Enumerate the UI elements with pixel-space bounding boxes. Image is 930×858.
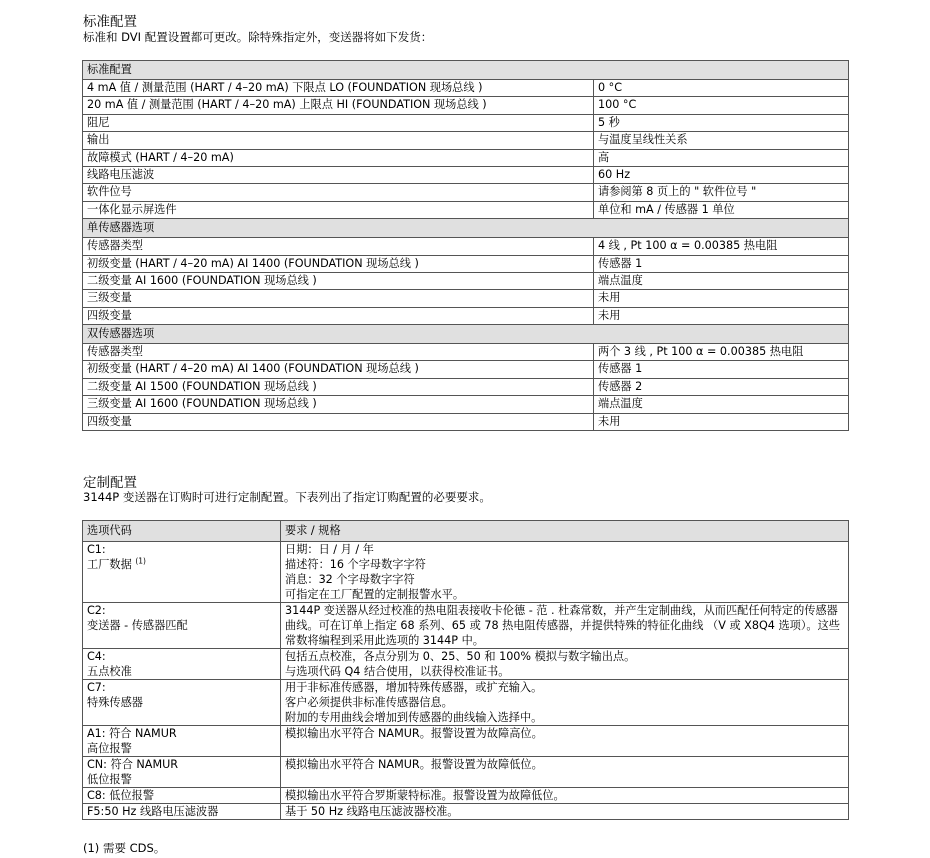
header-option-code: 选项代码 bbox=[83, 521, 281, 542]
standard-intro: 标准和 DVI 配置设置都可更改。除特殊指定外，变送器将如下发货： bbox=[83, 30, 433, 44]
option-code: C8: 低位报警 bbox=[87, 789, 155, 802]
section-header-row bbox=[83, 219, 849, 238]
table-row bbox=[83, 272, 849, 289]
footnote: (1) 需要 CDS。 bbox=[83, 841, 166, 855]
table-row bbox=[83, 757, 849, 788]
option-code: C1: bbox=[87, 543, 106, 556]
parameter-cell: 初级变量 (HART / 4–20 mA) AI 1400 (FOUNDATION 现场总线 ) bbox=[83, 361, 594, 378]
parameter-cell: 软件位号 bbox=[83, 184, 594, 201]
requirement-line: 包括五点校准，各点分别为 0、25、50 和 100% 模拟与数字输出点。 bbox=[285, 650, 636, 663]
parameter-cell: 20 mA 值 / 测量范围 (HART / 4–20 mA) 上限点 HI (FOUNDATION 现场总线 ) bbox=[83, 97, 594, 114]
option-code: C4: bbox=[87, 650, 106, 663]
option-name bbox=[87, 695, 280, 710]
requirement-line: 附加的专用曲线会增加到传感器的曲线输入选择中。 bbox=[285, 711, 543, 724]
table-row bbox=[83, 132, 849, 149]
parameter-cell: 二级变量 AI 1500 (FOUNDATION 现场总线 ) bbox=[83, 378, 594, 395]
value-cell: 单位和 mA / 传感器 1 单位 bbox=[594, 201, 849, 218]
requirement-cell bbox=[281, 804, 849, 820]
table-row bbox=[83, 396, 849, 413]
value-cell: 100 °C bbox=[594, 97, 849, 114]
value-cell: 传感器 1 bbox=[594, 361, 849, 378]
section-header-row bbox=[83, 61, 849, 80]
option-name-text: 高位报警 bbox=[87, 742, 132, 755]
table-row bbox=[83, 680, 849, 726]
parameter-cell: 故障模式 (HART / 4–20 mA) bbox=[83, 149, 594, 166]
option-code: C2: bbox=[87, 604, 106, 617]
table-row bbox=[83, 378, 849, 395]
option-name bbox=[87, 741, 280, 756]
requirement-cell bbox=[281, 680, 849, 726]
table-row bbox=[83, 307, 849, 324]
value-cell: 端点温度 bbox=[594, 396, 849, 413]
option-name-text: 五点校准 bbox=[87, 665, 132, 678]
requirement-line: 3144P 变送器从经过校准的热电阻表接收卡伦德 - 范 . 杜森常数，并产生定制曲线，从而匹配任何特定的传感器曲线。可在订单上指定 68 系列、65 或 78 热电阻传感器，并提供特殊的特征化曲线 （V 或 X8Q4 选项）。这些常数将编程到采用此选项的 3144P 中。 bbox=[285, 604, 840, 647]
option-name bbox=[87, 664, 280, 679]
value-cell: 两个 3 线 , Pt 100 α = 0.00385 热电阻 bbox=[594, 344, 849, 361]
requirement-line: 用于非标准传感器，增加特殊传感器，或扩充输入。 bbox=[285, 681, 543, 694]
value-cell: 请参阅第 8 页上的 " 软件位号 " bbox=[594, 184, 849, 201]
option-code: C7: bbox=[87, 681, 106, 694]
table-row bbox=[83, 238, 849, 255]
parameter-cell: 一体化显示屏选件 bbox=[83, 201, 594, 218]
option-name bbox=[87, 557, 280, 572]
parameter-cell: 输出 bbox=[83, 132, 594, 149]
requirement-cell bbox=[281, 788, 849, 804]
requirement-line: 描述符：16 个字母数字字符 bbox=[285, 558, 426, 571]
parameter-cell: 初级变量 (HART / 4–20 mA) AI 1400 (FOUNDATION 现场总线 ) bbox=[83, 255, 594, 272]
option-code-cell bbox=[83, 680, 281, 726]
table-row bbox=[83, 344, 849, 361]
value-cell: 未用 bbox=[594, 413, 849, 430]
table-row bbox=[83, 788, 849, 804]
value-cell: 未用 bbox=[594, 290, 849, 307]
option-code-cell bbox=[83, 542, 281, 603]
parameter-cell: 三级变量 bbox=[83, 290, 594, 307]
value-cell: 传感器 2 bbox=[594, 378, 849, 395]
table-row bbox=[83, 542, 849, 603]
section-title: 单传感器选项 bbox=[83, 219, 849, 238]
requirement-cell bbox=[281, 542, 849, 603]
requirement-line: 日期：日 / 月 / 年 bbox=[285, 543, 374, 556]
requirement-cell bbox=[281, 649, 849, 680]
parameter-cell: 阻尼 bbox=[83, 114, 594, 131]
requirement-line: 消息：32 个字母数字字符 bbox=[285, 573, 415, 586]
requirement-line: 模拟输出水平符合罗斯蒙特标准。报警设置为故障低位。 bbox=[285, 789, 565, 802]
value-cell: 5 秒 bbox=[594, 114, 849, 131]
table-row bbox=[83, 603, 849, 649]
value-cell: 0 °C bbox=[594, 80, 849, 97]
parameter-cell: 4 mA 值 / 测量范围 (HART / 4–20 mA) 下限点 LO (FOUNDATION 现场总线 ) bbox=[83, 80, 594, 97]
table-row bbox=[83, 649, 849, 680]
option-name bbox=[87, 772, 280, 787]
table-row bbox=[83, 114, 849, 131]
requirement-cell bbox=[281, 757, 849, 788]
requirement-line: 客户必须提供非标准传感器信息。 bbox=[285, 696, 453, 709]
value-cell: 高 bbox=[594, 149, 849, 166]
table-row bbox=[83, 726, 849, 757]
option-name-text: 变送器 - 传感器匹配 bbox=[87, 619, 188, 632]
table-row bbox=[83, 166, 849, 183]
option-code-cell bbox=[83, 757, 281, 788]
value-cell: 4 线 , Pt 100 α = 0.00385 热电阻 bbox=[594, 238, 849, 255]
table-row bbox=[83, 413, 849, 430]
table-row bbox=[83, 80, 849, 97]
value-cell: 60 Hz bbox=[594, 166, 849, 183]
option-code-cell bbox=[83, 804, 281, 820]
section-title: 标准配置 bbox=[83, 61, 849, 80]
table-row bbox=[83, 255, 849, 272]
requirement-cell bbox=[281, 603, 849, 649]
option-name-text: 低位报警 bbox=[87, 773, 132, 786]
parameter-cell: 传感器类型 bbox=[83, 344, 594, 361]
requirement-line: 与选项代码 Q4 结合使用，以获得校准证书。 bbox=[285, 665, 510, 678]
option-code: A1: 符合 NAMUR bbox=[87, 727, 177, 740]
table-row bbox=[83, 804, 849, 820]
table-row bbox=[83, 184, 849, 201]
option-code: F5:50 Hz 线路电压滤波器 bbox=[87, 805, 219, 818]
section-header-row bbox=[83, 325, 849, 344]
custom-intro: 3144P 变送器在订购时可进行定制配置。下表列出了指定订购配置的必要要求。 bbox=[83, 490, 491, 504]
table-row bbox=[83, 361, 849, 378]
standard-config-table bbox=[82, 60, 849, 431]
value-cell: 端点温度 bbox=[594, 272, 849, 289]
parameter-cell: 线路电压滤波 bbox=[83, 166, 594, 183]
footnote-ref: (1) bbox=[135, 556, 146, 566]
option-name-text: 特殊传感器 bbox=[87, 696, 143, 709]
option-name bbox=[87, 618, 280, 633]
custom-heading: 定制配置 bbox=[83, 475, 137, 491]
value-cell: 与温度呈线性关系 bbox=[594, 132, 849, 149]
option-code-cell bbox=[83, 603, 281, 649]
custom-config-table bbox=[82, 520, 849, 820]
requirement-cell bbox=[281, 726, 849, 757]
standard-heading: 标准配置 bbox=[83, 14, 137, 30]
parameter-cell: 传感器类型 bbox=[83, 238, 594, 255]
parameter-cell: 四级变量 bbox=[83, 413, 594, 430]
parameter-cell: 二级变量 AI 1600 (FOUNDATION 现场总线 ) bbox=[83, 272, 594, 289]
custom-table-header-row bbox=[83, 521, 849, 542]
requirement-line: 可指定在工厂配置的定制报警水平。 bbox=[285, 588, 465, 601]
option-code-cell bbox=[83, 788, 281, 804]
option-name-text: 工厂数据 bbox=[87, 558, 132, 571]
table-row bbox=[83, 201, 849, 218]
option-code: CN: 符合 NAMUR bbox=[87, 758, 179, 771]
value-cell: 未用 bbox=[594, 307, 849, 324]
option-code-cell bbox=[83, 649, 281, 680]
parameter-cell: 三级变量 AI 1600 (FOUNDATION 现场总线 ) bbox=[83, 396, 594, 413]
requirement-line: 模拟输出水平符合 NAMUR。报警设置为故障高位。 bbox=[285, 727, 543, 740]
option-code-cell bbox=[83, 726, 281, 757]
section-title: 双传感器选项 bbox=[83, 325, 849, 344]
requirement-line: 模拟输出水平符合 NAMUR。报警设置为故障低位。 bbox=[285, 758, 543, 771]
header-requirement: 要求 / 规格 bbox=[281, 521, 849, 542]
table-row bbox=[83, 97, 849, 114]
parameter-cell: 四级变量 bbox=[83, 307, 594, 324]
table-row bbox=[83, 290, 849, 307]
table-row bbox=[83, 149, 849, 166]
value-cell: 传感器 1 bbox=[594, 255, 849, 272]
requirement-line: 基于 50 Hz 线路电压滤波器校准。 bbox=[285, 805, 459, 818]
